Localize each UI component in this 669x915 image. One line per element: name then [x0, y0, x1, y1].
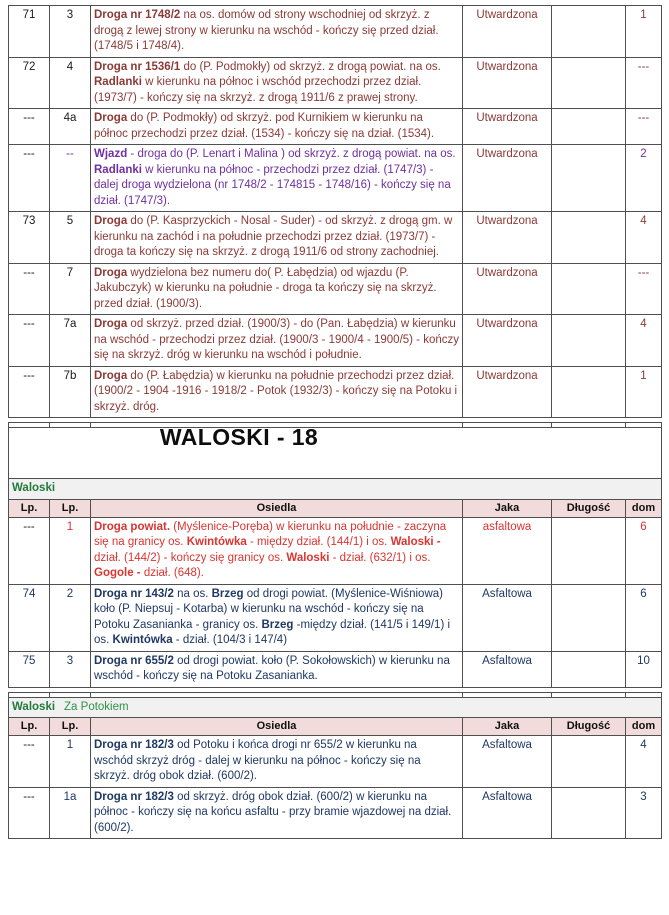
cell-jaka: Asfaltowa	[463, 651, 552, 687]
table-row	[9, 212, 662, 264]
table-row	[9, 109, 662, 145]
cell-dom: ---	[626, 57, 662, 109]
cell-jaka: Utwardzona	[463, 366, 552, 418]
cell-dom: ---	[626, 263, 662, 315]
roads-table-za-potokiem	[8, 692, 662, 840]
cell-osiedla: Droga od skrzyż. przed dział. (1900/3) - do (Pan. Łabędzia) w kierunku na wschód - przechodzi przez dział. (1900/3 - 1900/4 - 1900/5) - kończy się na skrzyż. dróg w kierunku na wschód i południe.	[91, 315, 463, 367]
cell-dom: 4	[626, 212, 662, 264]
cell-dom: 4	[626, 315, 662, 367]
column-header-row	[9, 718, 662, 736]
header-jaka: Jaka	[463, 499, 552, 517]
cell-lp2: 1a	[50, 787, 91, 839]
cell-osiedla: Droga nr 1748/2 na os. domów od strony wschodniej od skrzyż. z drogą z lewej strony w kierunku na wschód - kończy się przed dział. (1748/5 i 1748/4).	[91, 6, 463, 58]
subsection-band-row	[9, 479, 662, 500]
cell-lp1: ---	[9, 787, 50, 839]
subsection-title-waloski: Waloski	[12, 700, 56, 713]
cell-lp2: 7	[50, 263, 91, 315]
table-row	[9, 263, 662, 315]
subsection-band-row	[9, 697, 662, 718]
cell-dom: 2	[626, 145, 662, 212]
table-row	[9, 366, 662, 418]
cell-lp2: 1	[50, 517, 91, 584]
section-title: WALOSKI - 18	[159, 424, 319, 450]
cell-lp2: 3	[50, 651, 91, 687]
cell-lp1: 74	[9, 584, 50, 651]
column-header-row	[9, 499, 662, 517]
cell-lp2: --	[50, 145, 91, 212]
cell-lp1: ---	[9, 517, 50, 584]
header-dlugosc: Długość	[552, 718, 626, 736]
cell-dlugosc	[552, 109, 626, 145]
cell-lp1: ---	[9, 145, 50, 212]
header-dlugosc: Długość	[552, 499, 626, 517]
cell-lp2: 3	[50, 6, 91, 58]
cell-lp2: 7b	[50, 366, 91, 418]
cell-osiedla: Droga nr 655/2 od drogi powiat. koło (P. Sokołowskich) w kierunku na wschód - kończy się na Potoku Zasanianka.	[91, 651, 463, 687]
cell-jaka: asfaltowa	[463, 517, 552, 584]
cell-dom: 6	[626, 517, 662, 584]
cell-lp1: 75	[9, 651, 50, 687]
cell-osiedla: Droga nr 182/3 od Potoku i końca drogi nr 655/2 w kierunku na wschód skrzyż dróg - dalej w kierunku na północ - kończy się na skrzyż. dróg obok dział. (600/2).	[91, 736, 463, 788]
header-jaka: Jaka	[463, 718, 552, 736]
cell-osiedla: Droga nr 143/2 na os. Brzeg od drogi powiat. (Myślenice-Wiśniowa) koło (P. Niepsuj - Kotarba) w kierunku na wschód - kończy się na Potoku Zasanianka - granicy os. Brzeg -między dział. (141/5 i 149/1) i os. Kwintówka - dział. (104/3 i 147/4)	[91, 584, 463, 651]
table-row	[9, 584, 662, 651]
cell-lp2: 5	[50, 212, 91, 264]
cell-lp2: 4a	[50, 109, 91, 145]
cell-lp2: 1	[50, 736, 91, 788]
cell-osiedla: Droga nr 1536/1 do (P. Podmokły) od skrzyż. z drogą powiat. na os. Radlanki w kierunku na północ i wschód przechodzi przez dział. (1973/7) - kończy się na skrzyż. z drogą 1911/6 z prawej strony.	[91, 57, 463, 109]
subsection-title-waloski: Waloski	[12, 482, 56, 494]
cell-lp1: ---	[9, 736, 50, 788]
cell-dom: 10	[626, 651, 662, 687]
cell-dlugosc	[552, 212, 626, 264]
cell-dom: ---	[626, 109, 662, 145]
table-row	[9, 736, 662, 788]
cell-lp2: 4	[50, 57, 91, 109]
cell-osiedla: Droga do (P. Kasprzyckich - Nosal - Suder) - od skrzyż. z drogą gm. w kierunku na zachód i na południe przechodzi przez dział. (1973/7) - droga ta kończy się na skrzyż. z drogą 1911/6 od strony zachodniej.	[91, 212, 463, 264]
header-osiedla: Osiedla	[91, 718, 463, 736]
cell-lp2: 7a	[50, 315, 91, 367]
cell-jaka: Utwardzona	[463, 315, 552, 367]
table-row	[9, 57, 662, 109]
cell-lp1: ---	[9, 263, 50, 315]
cell-dom: 1	[626, 6, 662, 58]
cell-dom: 4	[626, 736, 662, 788]
cell-lp2: 2	[50, 584, 91, 651]
cell-jaka: Utwardzona	[463, 263, 552, 315]
cell-jaka: Utwardzona	[463, 145, 552, 212]
cell-lp1: 71	[9, 6, 50, 58]
cell-osiedla: Wjazd - droga do (P. Lenart i Malina ) od skrzyż. z drogą powiat. na os. Radlanki w kierunku na północ - przechodzi przez dział. (1747/3) - dalej droga wydzielona (nr 1748/2 - 174815 - 1748/16) - kończy się na dział. (1747/3).	[91, 145, 463, 212]
cell-lp1: ---	[9, 109, 50, 145]
cell-osiedla: Droga do (P. Podmokły) od skrzyż. pod Kurnikiem w kierunku na północ przechodzi przez dział. (1534) - kończy się na dział. (1534).	[91, 109, 463, 145]
cell-dlugosc	[552, 263, 626, 315]
cell-jaka: Utwardzona	[463, 57, 552, 109]
header-dom: dom	[626, 499, 662, 517]
cell-dlugosc	[552, 57, 626, 109]
roads-table-waloski	[8, 422, 662, 688]
cell-dom: 1	[626, 366, 662, 418]
table-row	[9, 651, 662, 687]
cell-osiedla: Droga nr 182/3 od skrzyż. dróg obok dział. (600/2) w kierunku na północ - kończy się na końcu asfaltu - przy bramie wjazdowej na dział. (600/2).	[91, 787, 463, 839]
cell-jaka: Asfaltowa	[463, 584, 552, 651]
cell-jaka: Utwardzona	[463, 212, 552, 264]
cell-jaka: Utwardzona	[463, 6, 552, 58]
cell-lp1: 72	[9, 57, 50, 109]
table-row	[9, 315, 662, 367]
cell-osiedla: Droga do (P. Łabędzia) w kierunku na południe przechodzi przez dział. (1900/2 - 1904 -1916 - 1918/2 - Potok (1932/3) - kończy się na Potoku i skrzyż. dróg.	[91, 366, 463, 418]
cell-jaka: Asfaltowa	[463, 787, 552, 839]
header-osiedla: Osiedla	[91, 499, 463, 517]
table-row	[9, 6, 662, 58]
header-lp2: Lp.	[50, 718, 91, 736]
cell-dlugosc	[552, 651, 626, 687]
cell-osiedla: Droga wydzielona bez numeru do( P. Łabędzia) od wjazdu (P. Jakubczyk) w kierunku na południe - droga ta kończy się na skrzyż. przed dział. (1900/3).	[91, 263, 463, 315]
cell-jaka: Utwardzona	[463, 109, 552, 145]
header-lp1: Lp.	[9, 718, 50, 736]
header-lp1: Lp.	[9, 499, 50, 517]
header-lp2: Lp.	[50, 499, 91, 517]
cell-dlugosc	[552, 787, 626, 839]
cell-dlugosc	[552, 315, 626, 367]
cell-lp1: ---	[9, 366, 50, 418]
table-row-wjazd	[9, 145, 662, 212]
cell-dlugosc	[552, 6, 626, 58]
table-row	[9, 517, 662, 584]
cell-lp1: ---	[9, 315, 50, 367]
cell-dom: 6	[626, 584, 662, 651]
cell-dom: 3	[626, 787, 662, 839]
header-dom: dom	[626, 718, 662, 736]
subsection-title-za-potokiem: Za Potokiem	[64, 700, 129, 713]
cell-dlugosc	[552, 145, 626, 212]
section-title-row	[9, 428, 662, 479]
cell-lp1: 73	[9, 212, 50, 264]
cell-dlugosc	[552, 366, 626, 418]
cell-dlugosc	[552, 736, 626, 788]
cell-jaka: Asfaltowa	[463, 736, 552, 788]
roads-table-utwardzona	[8, 5, 662, 418]
cell-osiedla: Droga powiat. (Myślenice-Poręba) w kierunku na południe - zaczyna się na granicy os. Kwintówka - między dział. (144/1) i os. Waloski - dział. (144/2) - kończy się granicy os. Waloski - dział. (632/1) i os. Gogole - dział. (648).	[91, 517, 463, 584]
cell-dlugosc	[552, 584, 626, 651]
cell-dlugosc	[552, 517, 626, 584]
table-row	[9, 787, 662, 839]
